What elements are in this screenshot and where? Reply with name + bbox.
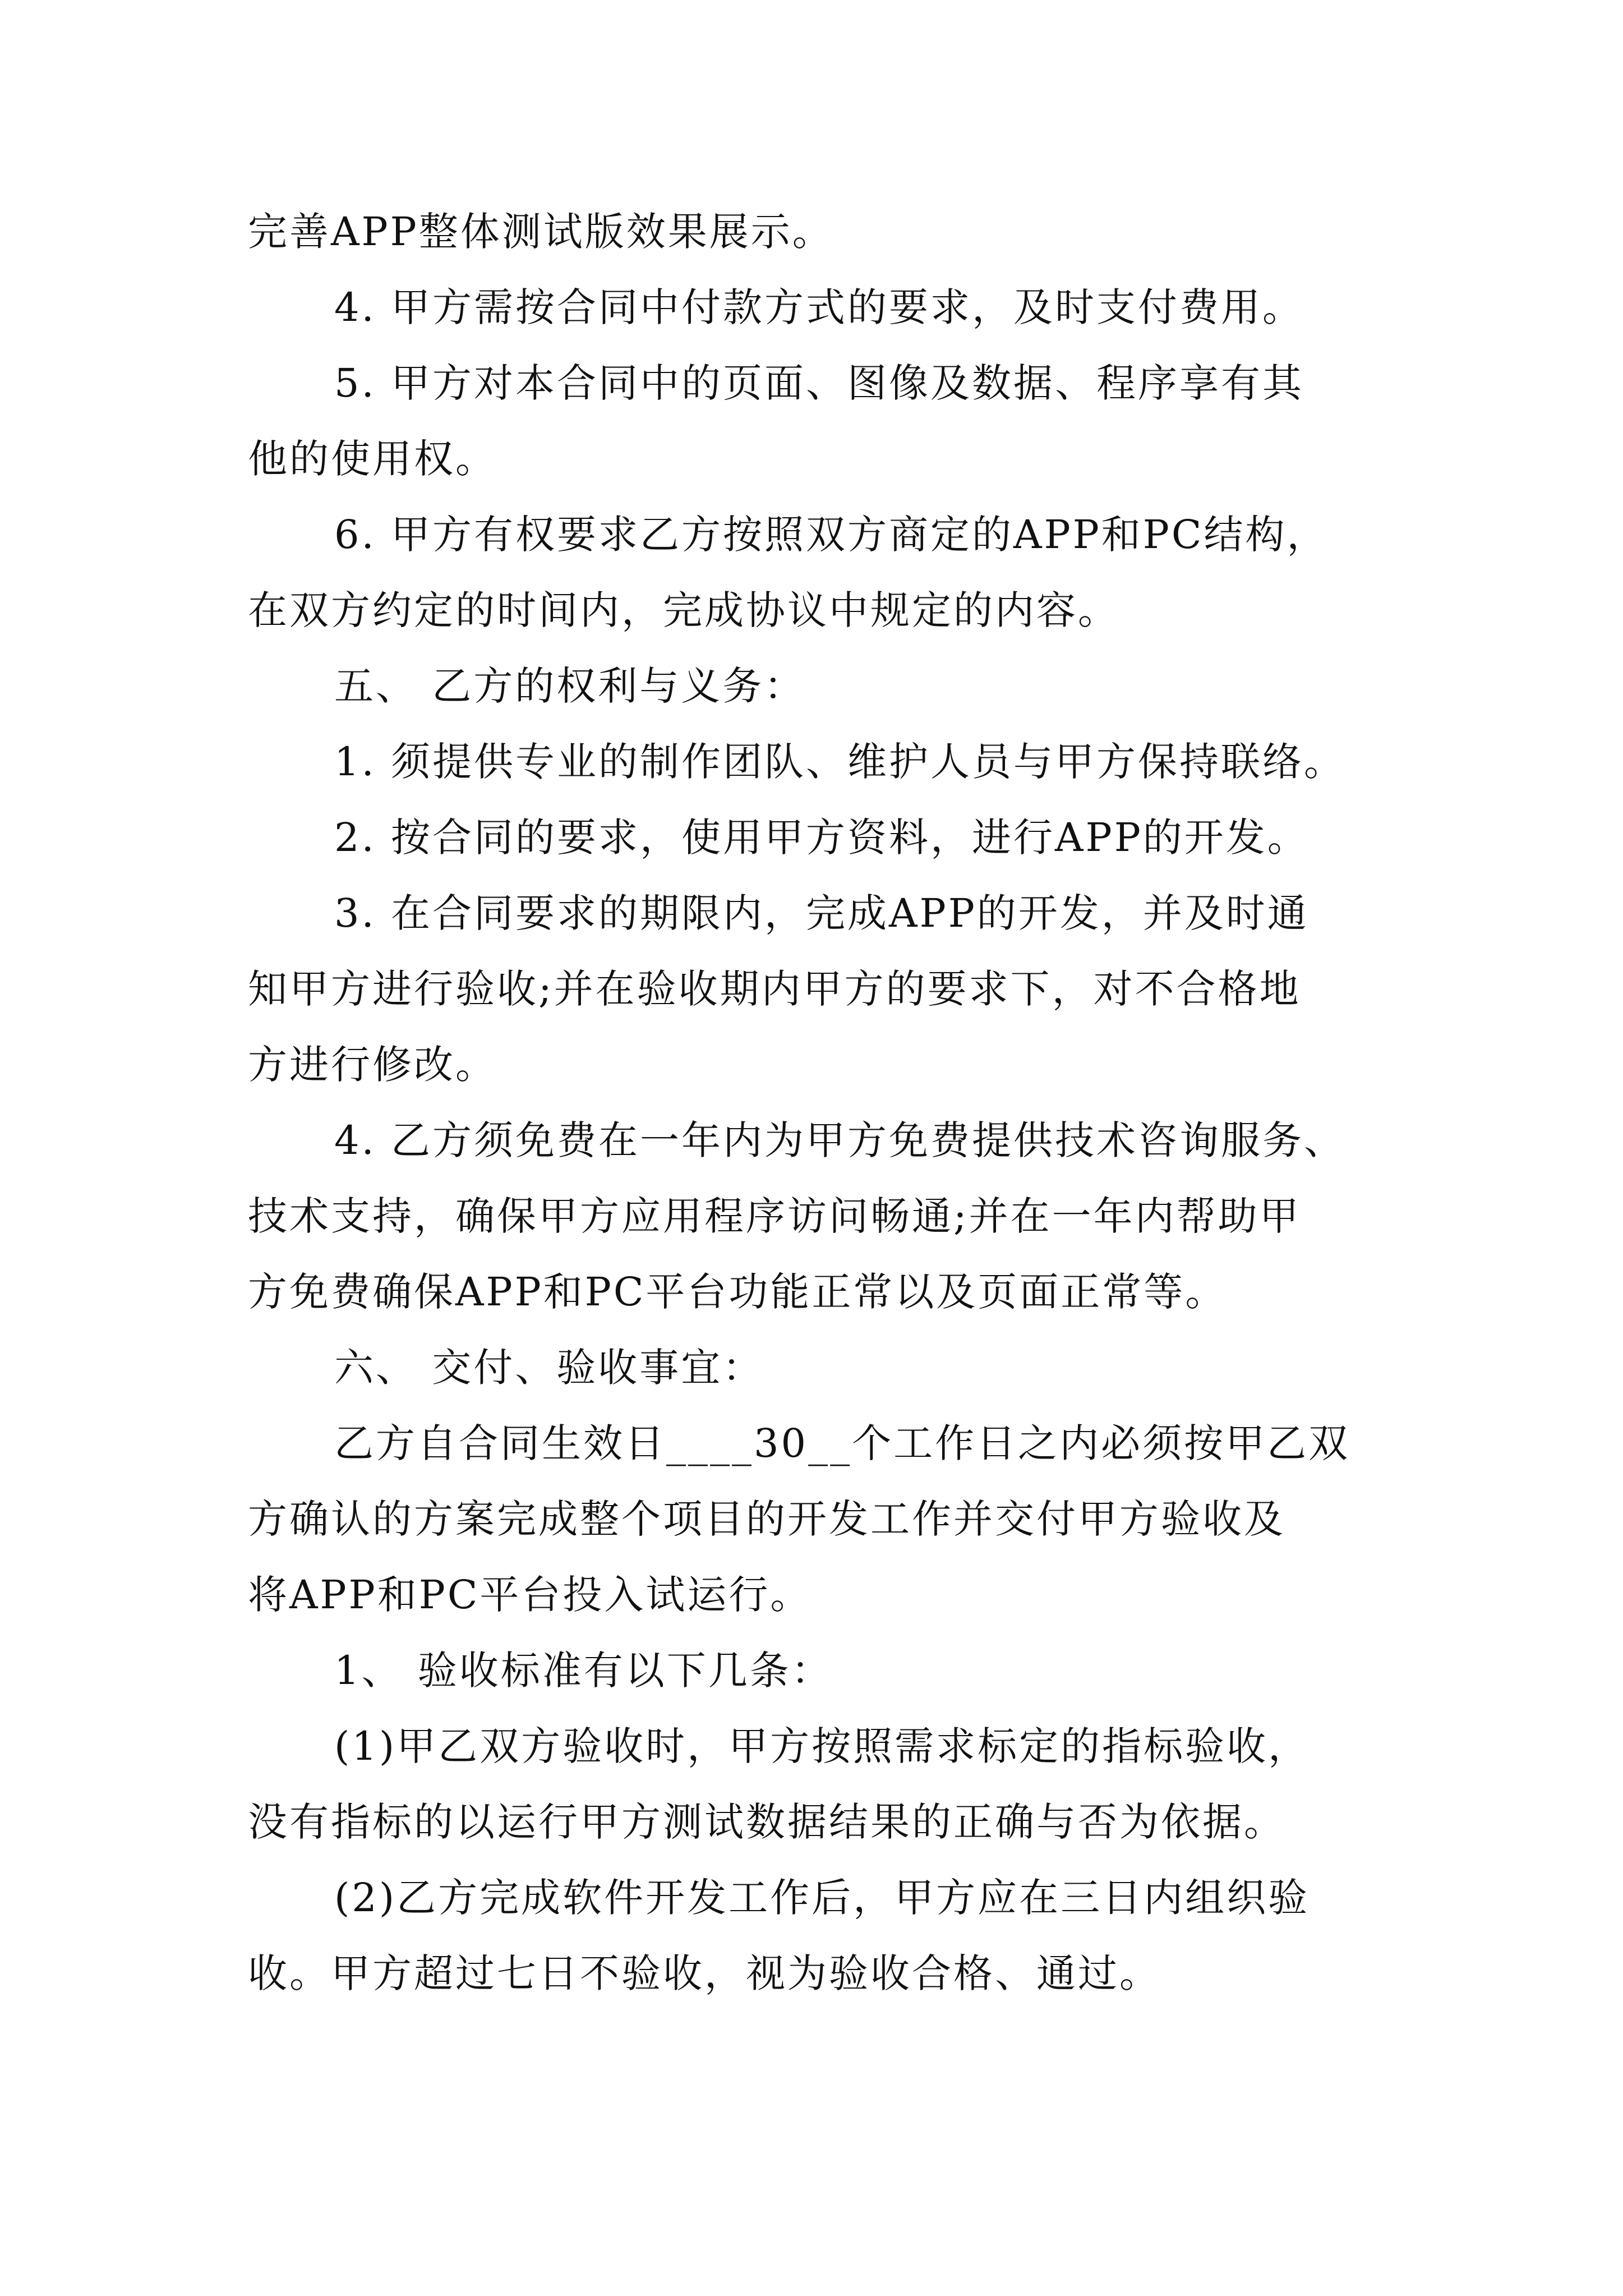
text-line: 没有指标的以运行甲方测试数据结果的正确与否为依据。 bbox=[248, 1799, 1285, 1845]
text-line: 乙方自合同生效日____30__个工作日之内必须按甲乙双 bbox=[334, 1420, 1350, 1466]
text-line: 方确认的方案完成整个项目的开发工作并交付甲方验收及 bbox=[248, 1496, 1285, 1542]
text-line: 在双方约定的时间内，完成协议中规定的内容。 bbox=[248, 587, 1119, 633]
text-line: 完善APP整体测试版效果展示。 bbox=[248, 209, 834, 255]
text-line: 收。甲方超过七日不验收，视为验收合格、通过。 bbox=[248, 1950, 1161, 1996]
text-line: 5. 甲方对本合同中的页面、图像及数据、程序享有其 bbox=[334, 360, 1304, 406]
section-heading: 五、 乙方的权利与义务： bbox=[334, 663, 806, 709]
text-line: 将APP和PC平台投入试运行。 bbox=[248, 1572, 812, 1618]
text-line: (2)乙方完成软件开发工作后，甲方应在三日内组织验 bbox=[334, 1875, 1310, 1921]
text-line: (1)甲乙双方验收时，甲方按照需求标定的指标验收， bbox=[334, 1723, 1310, 1769]
text-line: 知甲方进行验收;并在验收期内甲方的要求下，对不合格地 bbox=[248, 966, 1301, 1012]
text-line: 3. 在合同要求的期限内，完成APP的开发，并及时通 bbox=[334, 890, 1309, 936]
text-line: 4. 乙方须免费在一年内为甲方免费提供技术咨询服务、 bbox=[334, 1117, 1346, 1163]
text-line: 4. 甲方需按合同中付款方式的要求，及时支付费用。 bbox=[334, 284, 1304, 330]
text-line: 方免费确保APP和PC平台功能正常以及页面正常等。 bbox=[248, 1269, 1227, 1315]
text-line: 技术支持，确保甲方应用程序访问畅通;并在一年内帮助甲 bbox=[248, 1193, 1301, 1239]
text-line: 他的使用权。 bbox=[248, 436, 497, 482]
subsection-heading: 1、 验收标准有以下几条： bbox=[334, 1648, 833, 1694]
text-line: 2. 按合同的要求，使用甲方资料，进行APP的开发。 bbox=[334, 815, 1309, 861]
text-line: 方进行修改。 bbox=[248, 1042, 497, 1088]
section-heading: 六、 交付、验收事宜： bbox=[334, 1345, 764, 1391]
text-line: 6. 甲方有权要求乙方按照双方商定的APP和PC结构， bbox=[334, 512, 1329, 558]
text-line: 1. 须提供专业的制作团队、维护人员与甲方保持联络。 bbox=[334, 739, 1346, 785]
